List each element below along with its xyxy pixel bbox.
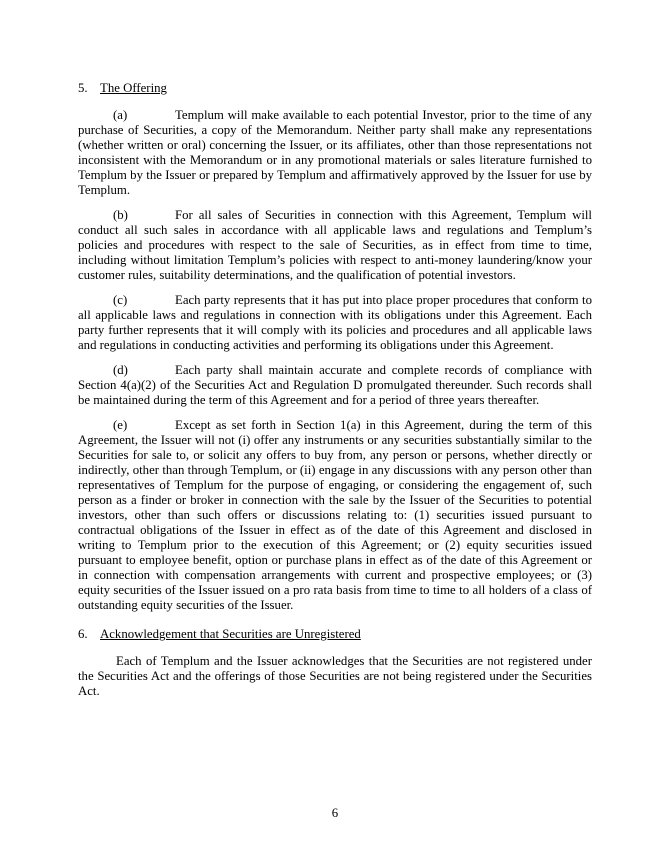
page-number: 6 bbox=[331, 806, 339, 820]
paragraph-5a bbox=[78, 108, 592, 198]
document-content bbox=[78, 81, 592, 709]
paragraph-5b-label: (b) bbox=[113, 208, 128, 222]
section-5-title: The Offering bbox=[100, 81, 167, 95]
paragraph-5e-label: (e) bbox=[113, 418, 128, 432]
paragraph-5a-text: Templum will make available to each potential Investor, prior to the time of any purchase of Securities, a copy of the Memorandum. Neither party shall make any representations (whether written or oral) concerning the Issuer, or its affiliates, other than those representations not inconsistent with the Memorandum or in any promotional materials or sales literature furnished to Templum by the Issuer or prepared by Templum and affirmatively approved by the Issuer for use by Templum. bbox=[78, 108, 592, 197]
paragraph-6-text: Each of Templum and the Issuer acknowledges that the Securities are not registered under the Securities Act and the offerings of those Securities are not being registered under the Securities Act. bbox=[78, 654, 592, 698]
paragraph-5c-text: Each party represents that it has put into place proper procedures that conform to all applicable laws and regulations in connection with its obligations under this Agreement. Each party further represents that it will comply with its policies and procedures and all applicable laws and regulations in conducting activities and performing its obligations under this Agreement. bbox=[78, 293, 592, 352]
section-5-heading bbox=[78, 81, 592, 96]
paragraph-5b-text: For all sales of Securities in connection with this Agreement, Templum will conduct all such sales in accordance with all applicable laws and regulations and Templum’s policies and procedures with respect to the sale of Securities, as in effect from time to time, including without limitation Templum’s policies with respect to anti-money laundering/know your customer rules, suitability determinations, and the qualification of potential investors. bbox=[78, 208, 592, 282]
paragraph-5c-label: (c) bbox=[113, 293, 128, 307]
paragraph-5d-label: (d) bbox=[113, 363, 128, 377]
paragraph-5c bbox=[78, 293, 592, 353]
paragraph-6-body bbox=[78, 654, 592, 699]
paragraph-5a-label: (a) bbox=[113, 108, 128, 122]
section-6-title: Acknowledgement that Securities are Unregistered bbox=[100, 627, 361, 641]
paragraph-5e bbox=[78, 418, 592, 613]
paragraph-5d-text: Each party shall maintain accurate and complete records of compliance with Section 4(a)(2) of the Securities Act and Regulation D promulgated thereunder. Such records shall be maintained during the term of this Agreement and for a period of three years thereafter. bbox=[78, 363, 592, 407]
paragraph-5b bbox=[78, 208, 592, 283]
section-6-heading bbox=[78, 627, 592, 642]
paragraph-5d bbox=[78, 363, 592, 408]
section-6-number: 6. bbox=[78, 627, 88, 641]
paragraph-5e-text: Except as set forth in Section 1(a) in this Agreement, during the term of this Agreement, the Issuer will not (i) offer any instruments or any securities substantially similar to the Securities for sale to, or solicit any offers to buy from, any person or persons, whether directly or indirectly, other than through Templum, or (ii) engage in any discussions with any person other than representatives of Templum for the purpose of engaging, or considering the engagement of, such person as a finder or broker in connection with the sale by the Issuer of the Securities to potential investors, other than such offers or discussions relating to: (1) securities issued pursuant to contractual obligations of the Issuer in effect as of the date of this Agreement and disclosed in writing to Templum prior to the execution of this Agreement; or (2) equity securities issued pursuant to employee benefit, option or purchase plans in effect as of the date of this Agreement or in connection with compensation arrangements with current and prospective employees; or (3) equity securities of the Issuer issued on a pro rata basis from time to time to all holders of a class of outstanding equity securities of the Issuer. bbox=[78, 418, 592, 612]
section-5-number: 5. bbox=[78, 81, 88, 95]
